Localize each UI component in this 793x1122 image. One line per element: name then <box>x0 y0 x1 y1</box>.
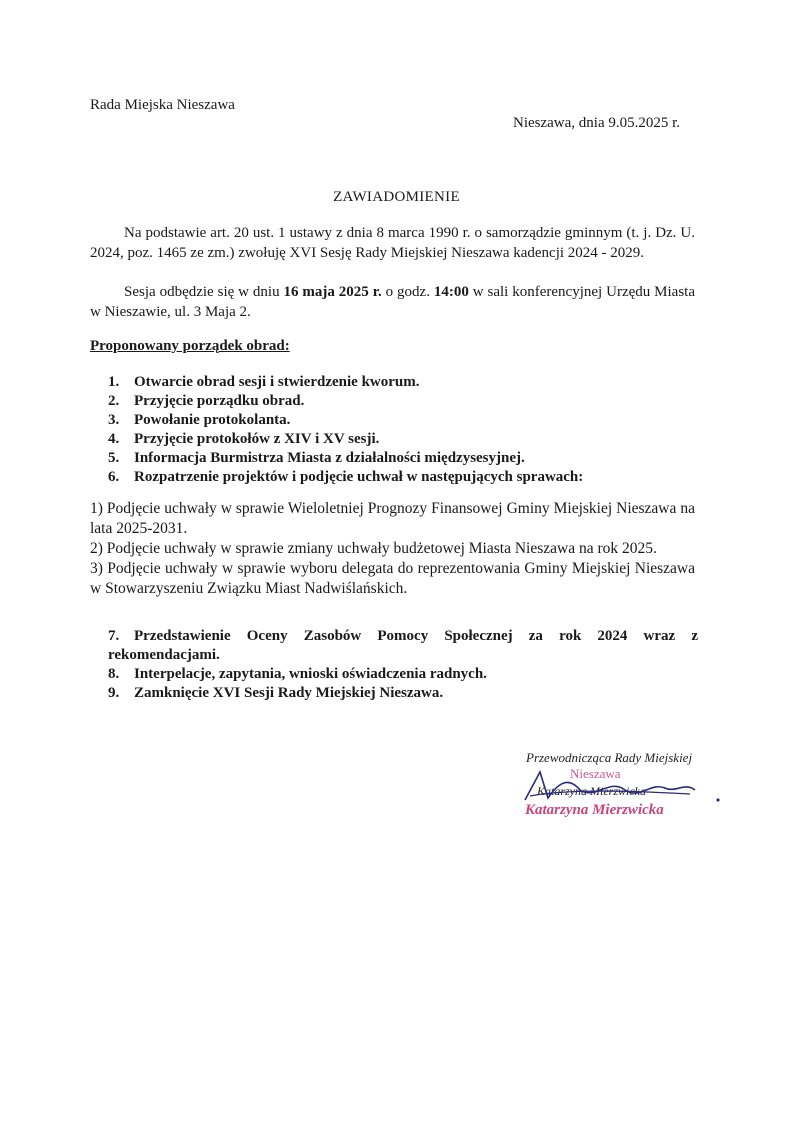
agenda-item-number: 8. <box>108 666 120 682</box>
agenda-item-text: Otwarcie obrad sesji i stwierdzenie kworum. <box>134 374 420 390</box>
sender: Rada Miejska Nieszawa <box>90 97 235 113</box>
intro-paragraph-2 <box>90 282 695 322</box>
intro-text-2c: w sali konferencyjnej Urzędu Miasta w Nieszawie, ul. 3 Maja 2. <box>90 284 695 320</box>
agenda-item-number: 6. <box>108 469 120 485</box>
agenda-item <box>108 449 583 468</box>
stamp-town: Nieszawa <box>570 766 621 781</box>
agenda-item <box>108 373 583 392</box>
subitem: 1) Podjęcie uchwały w sprawie Wieloletniej Prognozy Finansowej Gminy Miejskiej Nieszawa na lata 2025-2031. <box>90 500 695 537</box>
signatory-name: Katarzyna Mierzwicka <box>537 784 646 798</box>
stamp-name: Katarzyna Mierzwicka <box>525 802 664 818</box>
session-date: 16 maja 2025 r. <box>283 284 382 300</box>
agenda-list-part2 <box>108 627 698 703</box>
agenda-item <box>108 392 583 411</box>
agenda-list-part1 <box>108 373 583 487</box>
agenda-item <box>108 411 583 430</box>
document-title: ZAWIADOMIENIE <box>333 189 460 205</box>
agenda-item <box>108 627 698 665</box>
agenda-item-number: 2. <box>108 393 120 409</box>
resolution-subitems <box>90 499 695 599</box>
agenda-item-number: 5. <box>108 450 120 466</box>
intro-text-1: Na podstawie art. 20 ust. 1 ustawy z dnia 8 marca 1990 r. o samorządzie gminnym (t. j. Dz. U. 2024, poz. 1465 ze zm.) zwołuję XVI Sesję Rady Miejskiej Nieszawa kadencji 2024 - 2029. <box>90 225 695 261</box>
agenda-item <box>108 468 583 487</box>
intro-text-2a: Sesja odbędzie się w dniu <box>124 284 284 300</box>
agenda-item-text: Interpelacje, zapytania, wnioski oświadczenia radnych. <box>134 666 487 682</box>
subitem: 3) Podjęcie uchwały w sprawie wyboru delegata do reprezentowania Gminy Miejskiej Nieszawa w Stowarzyszeniu Związku Miast Nadwiślańskich. <box>90 560 695 597</box>
agenda-item-text: Zamknięcie XVI Sesji Rady Miejskiej Nieszawa. <box>134 685 444 701</box>
agenda-item-number: 4. <box>108 431 120 447</box>
agenda-heading: Proponowany porządek obrad: <box>90 338 290 354</box>
agenda-item-number: 7. <box>108 628 120 644</box>
agenda-item-text: Powołanie protokolanta. <box>134 412 291 428</box>
agenda-item <box>108 684 698 703</box>
subitem: 2) Podjęcie uchwały w sprawie zmiany uchwały budżetowej Miasta Nieszawa na rok 2025. <box>90 540 657 557</box>
agenda-item-text: Przyjęcie protokołów z XIV i XV sesji. <box>134 431 380 447</box>
agenda-item-text: Przyjęcie porządku obrad. <box>134 393 305 409</box>
agenda-item-number: 9. <box>108 685 120 701</box>
intro-paragraph-1 <box>90 223 695 263</box>
session-time: 14:00 <box>433 284 469 300</box>
intro-text-2b: o godz. <box>381 284 434 300</box>
signatory-title: Przewodnicząca Rady Miejskiej <box>526 750 693 765</box>
agenda-item-text: Informacja Burmistrza Miasta z działalności międzysesyjnej. <box>134 450 525 466</box>
place-date: Nieszawa, dnia 9.05.2025 r. <box>513 115 681 131</box>
agenda-item-number: 3. <box>108 412 120 428</box>
agenda-item-text: Przedstawienie Oceny Zasobów Pomocy Społecznej za rok 2024 wraz z rekomendacjami. <box>108 628 698 663</box>
agenda-item <box>108 430 583 449</box>
agenda-item-number: 1. <box>108 374 120 390</box>
agenda-item <box>108 665 698 684</box>
agenda-item-text: Rozpatrzenie projektów i podjęcie uchwał w następujących sprawach: <box>134 469 584 485</box>
